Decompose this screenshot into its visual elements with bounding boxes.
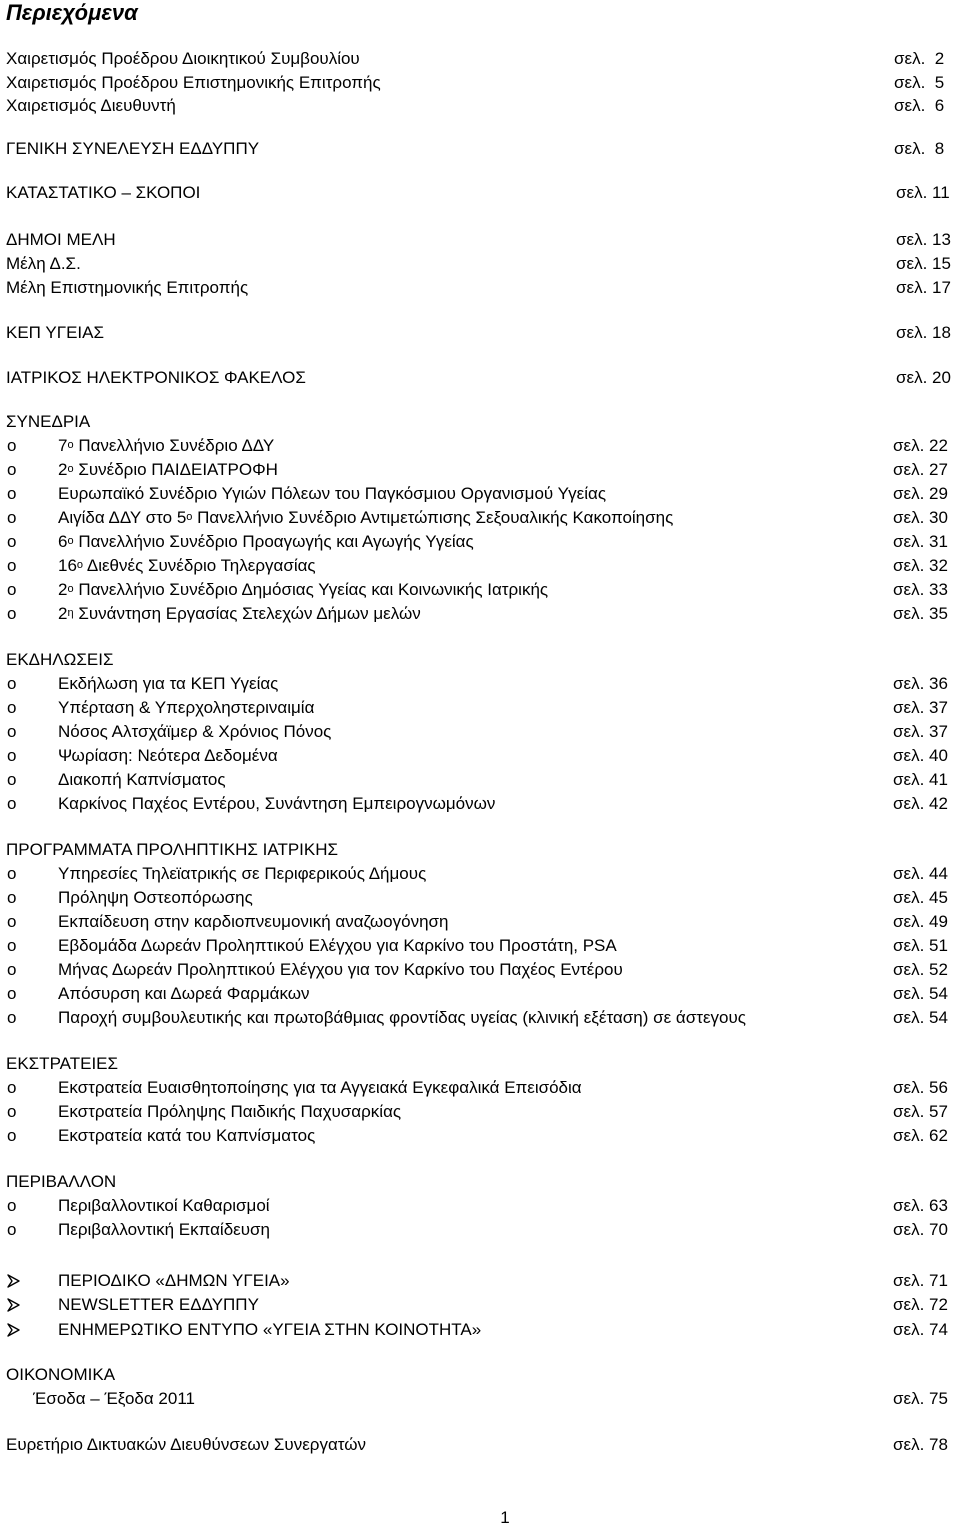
bullet-marker: o bbox=[7, 698, 17, 717]
toc-page-ref: σελ. 63 bbox=[893, 1196, 948, 1215]
toc-entry bbox=[0, 228, 960, 252]
page-number: 1 bbox=[500, 1508, 510, 1527]
toc-entry bbox=[0, 434, 960, 458]
toc-entry-title: ΣΥΝΕΔΡΙΑ bbox=[6, 412, 91, 431]
toc-entry-title: Αιγίδα ΔΔΥ στο $5^o$ Πανελλήνιο Συνέδριο Αντιμετώπισης Σεξουαλικής Κακοποίησης bbox=[58, 508, 674, 527]
bullet-marker: o bbox=[7, 936, 17, 955]
toc-page-ref: σελ. 11 bbox=[896, 183, 950, 202]
toc-page-ref: σελ. 40 bbox=[893, 746, 948, 765]
toc-page-ref: σελ. 15 bbox=[896, 254, 951, 273]
bullet-marker: o bbox=[7, 1126, 17, 1145]
toc-page-ref: σελ. 52 bbox=[893, 960, 948, 979]
toc-entry bbox=[0, 506, 960, 530]
toc-entry-title: Παροχή συμβουλευτικής και πρωτοβάθμιας φροντίδας υγείας (κλινική εξέταση) σε άστεγους bbox=[58, 1008, 746, 1027]
toc-entry-title: ΟΙΚΟΝΟΜΙΚΑ bbox=[6, 1365, 116, 1384]
toc-entry-title: $7^o$ Πανελλήνιο Συνέδριο ΔΔΥ bbox=[58, 436, 275, 455]
toc-page-ref: σελ. 13 bbox=[896, 230, 951, 249]
toc-entry bbox=[0, 958, 960, 982]
toc-entry bbox=[0, 366, 960, 390]
toc-entry-title: Έσοδα – Έξοδα 2011 bbox=[33, 1389, 195, 1408]
toc-entry-title: ΠΕΡΙΟΔΙΚΟ «ΔΗΜΩΝ ΥΓΕΙΑ» bbox=[58, 1271, 290, 1290]
toc-page-ref: σελ. 8 bbox=[894, 139, 945, 158]
toc-entry bbox=[0, 137, 960, 161]
toc-page-ref: σελ. 20 bbox=[896, 368, 951, 387]
toc-page-ref: σελ. 45 bbox=[893, 888, 948, 907]
toc-entry-title: Ψωρίαση: Νεότερα Δεδομένα bbox=[58, 746, 278, 765]
bullet-marker: o bbox=[7, 580, 17, 599]
toc-section-heading bbox=[0, 1052, 960, 1076]
toc-entry bbox=[0, 1433, 960, 1457]
toc-entry bbox=[0, 1269, 960, 1293]
toc-entry-title: $16^o$ Διεθνές Συνέδριο Τηλεργασίας bbox=[58, 556, 316, 575]
toc-entry-title: Χαιρετισμός Προέδρου Επιστημονικής Επιτροπής bbox=[6, 73, 381, 92]
toc-page-ref: σελ. 31 bbox=[893, 532, 948, 551]
toc-entry bbox=[0, 768, 960, 792]
toc-entry-title: Εβδομάδα Δωρεάν Προληπτικού Ελέγχου για Καρκίνο του Προστάτη, PSA bbox=[58, 936, 617, 955]
toc-entry bbox=[0, 1076, 960, 1100]
toc-entry-title: ΠΕΡΙΒΑΛΛΟΝ bbox=[6, 1172, 117, 1191]
arrow-bullet-icon bbox=[7, 1274, 20, 1288]
toc-entry bbox=[0, 1124, 960, 1148]
toc-page-ref: σελ. 54 bbox=[893, 984, 948, 1003]
bullet-marker: o bbox=[7, 746, 17, 765]
toc-entry-title: Απόσυρση και Δωρεά Φαρμάκων bbox=[58, 984, 310, 1003]
toc-entry-title: Νόσος Αλτσχάϊμερ & Χρόνιος Πόνος bbox=[58, 722, 332, 741]
toc-page-ref: σελ. 22 bbox=[893, 436, 948, 455]
toc-entry bbox=[0, 792, 960, 816]
toc-entry bbox=[0, 47, 960, 71]
bullet-marker: o bbox=[7, 770, 17, 789]
bullet-marker: o bbox=[7, 1078, 17, 1097]
toc-entry bbox=[0, 1293, 960, 1317]
toc-entry-title: ΕΝΗΜΕΡΩΤΙΚΟ ΕΝΤΥΠΟ «ΥΓΕΙΑ ΣΤΗΝ ΚΟΙΝΟΤΗΤΑ» bbox=[58, 1320, 482, 1339]
toc-entry bbox=[0, 458, 960, 482]
bullet-marker: o bbox=[7, 484, 17, 503]
toc-page-ref: σελ. 2 bbox=[894, 49, 945, 68]
bullet-marker: o bbox=[7, 888, 17, 907]
bullet-marker: o bbox=[7, 674, 17, 693]
bullet-marker: o bbox=[7, 960, 17, 979]
toc-page-ref: σελ. 57 bbox=[893, 1102, 948, 1121]
toc-page-ref: σελ. 51 bbox=[893, 936, 948, 955]
toc-page-ref: σελ. 42 bbox=[893, 794, 948, 813]
toc-entry-title: Πρόληψη Οστεοπόρωσης bbox=[58, 888, 253, 907]
toc-entry bbox=[0, 696, 960, 720]
toc-page-ref: σελ. 30 bbox=[893, 508, 948, 527]
toc-entry bbox=[0, 934, 960, 958]
toc-section-heading bbox=[0, 838, 960, 862]
bullet-marker: o bbox=[7, 604, 17, 623]
toc-page-ref: σελ. 44 bbox=[893, 864, 948, 883]
arrow-bullet-icon bbox=[7, 1323, 20, 1337]
toc-entry-title: Μήνας Δωρεάν Προληπτικού Ελέγχου για τον Καρκίνο του Παχέος Εντέρου bbox=[58, 960, 623, 979]
toc-entry bbox=[0, 862, 960, 886]
toc-page-ref: σελ. 54 bbox=[893, 1008, 948, 1027]
toc-entry bbox=[0, 744, 960, 768]
toc-entry-title: Περιβαλλοντική Εκπαίδευση bbox=[58, 1220, 270, 1239]
toc-entry-title: Υπηρεσίες Τηλεϊατρικής σε Περιφερικούς Δήμους bbox=[58, 864, 427, 883]
toc-section-heading bbox=[0, 1363, 960, 1387]
toc-entry-title: ΚΑΤΑΣΤΑΤΙΚΟ – ΣΚΟΠΟΙ bbox=[6, 183, 201, 202]
toc-page-ref: σελ. 62 bbox=[893, 1126, 948, 1145]
toc-entry-title: NEWSLETTER ΕΔΔΥΠΠΥ bbox=[58, 1295, 259, 1314]
toc-entry bbox=[0, 910, 960, 934]
bullet-marker: o bbox=[7, 532, 17, 551]
toc-entry-title: ΙΑΤΡΙΚΟΣ ΗΛΕΚΤΡΟΝΙΚΟΣ ΦΑΚΕΛΟΣ bbox=[6, 368, 306, 387]
toc-page-ref: σελ. 72 bbox=[893, 1295, 948, 1314]
toc-entry-title: ΕΚΔΗΛΩΣΕΙΣ bbox=[6, 650, 114, 669]
toc-page-ref: σελ. 71 bbox=[893, 1271, 948, 1290]
toc-entry-title: Εκστρατεία Πρόληψης Παιδικής Παχυσαρκίας bbox=[58, 1102, 402, 1121]
toc-entry-title: ΚΕΠ ΥΓΕΙΑΣ bbox=[6, 323, 104, 342]
toc-section-heading bbox=[0, 648, 960, 672]
toc-entry bbox=[0, 602, 960, 626]
toc-entry-title: Χαιρετισμός Διευθυντή bbox=[6, 96, 176, 115]
toc-page-ref: σελ. 18 bbox=[896, 323, 951, 342]
toc-entry-title: Περιβαλλοντικοί Καθαρισμοί bbox=[58, 1196, 270, 1215]
toc-entry bbox=[0, 1006, 960, 1030]
toc-page-ref: σελ. 35 bbox=[893, 604, 948, 623]
bullet-marker: o bbox=[7, 436, 17, 455]
bullet-marker: o bbox=[7, 460, 17, 479]
toc-page-ref: σελ. 56 bbox=[893, 1078, 948, 1097]
toc-page-ref: σελ. 29 bbox=[893, 484, 948, 503]
toc-entry-title: Μέλη Δ.Σ. bbox=[6, 254, 81, 273]
toc-entry bbox=[0, 1194, 960, 1218]
bullet-marker: o bbox=[7, 1102, 17, 1121]
toc-entry-title: Ευρωπαϊκό Συνέδριο Υγιών Πόλεων του Παγκόσμιου Οργανισμού Υγείας bbox=[58, 484, 607, 503]
toc-entry-title: Χαιρετισμός Προέδρου Διοικητικού Συμβουλίου bbox=[6, 49, 360, 68]
toc-entry-title: Εκδήλωση για τα ΚΕΠ Υγείας bbox=[58, 674, 279, 693]
toc-page-ref: σελ. 5 bbox=[894, 73, 945, 92]
arrow-bullet-icon bbox=[7, 1298, 20, 1312]
toc-entry-title: Εκπαίδευση στην καρδιοπνευμονική αναζωογόνηση bbox=[58, 912, 449, 931]
bullet-marker: o bbox=[7, 984, 17, 1003]
bullet-marker: o bbox=[7, 1196, 17, 1215]
toc-entry-title: $2^o$ Συνέδριο ΠΑΙΔΕΙΑΤΡΟΦΗ bbox=[58, 460, 278, 479]
toc-entry-title: Καρκίνος Παχέος Εντέρου, Συνάντηση Εμπειρογνωμόνων bbox=[58, 794, 496, 813]
toc-entry-title: Διακοπή Καπνίσματος bbox=[58, 770, 226, 789]
toc-entry-title: Ευρετήριο Δικτυακών Διευθύνσεων Συνεργατών bbox=[6, 1435, 367, 1454]
toc-entry-title: $6^o$ Πανελλήνιο Συνέδριο Προαγωγής και Αγωγής Υγείας bbox=[58, 532, 474, 551]
toc-entry bbox=[0, 321, 960, 345]
toc-section-heading bbox=[0, 1170, 960, 1194]
toc-entry bbox=[0, 982, 960, 1006]
toc-entry bbox=[0, 554, 960, 578]
toc-entry bbox=[0, 578, 960, 602]
toc-entry bbox=[0, 530, 960, 554]
bullet-marker: o bbox=[7, 1008, 17, 1027]
toc-entry-title: ΕΚΣΤΡΑΤΕΙΕΣ bbox=[6, 1054, 119, 1073]
bullet-marker: o bbox=[7, 556, 17, 575]
bullet-marker: o bbox=[7, 722, 17, 741]
toc-page-ref: σελ. 37 bbox=[893, 698, 948, 717]
bullet-marker: o bbox=[7, 508, 17, 527]
toc-section-heading bbox=[0, 410, 960, 434]
toc-entry-title: Υπέρταση & Υπερχοληστεριναιμία bbox=[58, 698, 315, 717]
toc-entry bbox=[0, 1318, 960, 1342]
toc-page-ref: σελ. 78 bbox=[893, 1435, 948, 1454]
page-title: Περιεχόμενα bbox=[6, 0, 138, 25]
toc-entry bbox=[0, 1218, 960, 1242]
bullet-marker: o bbox=[7, 864, 17, 883]
toc-page-ref: σελ. 27 bbox=[893, 460, 948, 479]
toc-entry-title: $2^o$ Πανελλήνιο Συνέδριο Δημόσιας Υγείας και Κοινωνικής Ιατρικής bbox=[58, 580, 549, 599]
toc-entry bbox=[0, 181, 960, 205]
toc-entry bbox=[0, 482, 960, 506]
toc-entry-title: $2^\eta$ Συνάντηση Εργασίας Στελεχών Δήμων μελών bbox=[58, 604, 421, 623]
toc-page-ref: σελ. 75 bbox=[893, 1389, 948, 1408]
bullet-marker: o bbox=[7, 1220, 17, 1239]
toc-entry-title: Εκστρατεία κατά του Καπνίσματος bbox=[58, 1126, 316, 1145]
toc-page-ref: σελ. 6 bbox=[894, 96, 945, 115]
toc-entry bbox=[0, 276, 960, 300]
toc-page-ref: σελ. 33 bbox=[893, 580, 948, 599]
toc-page-ref: σελ. 17 bbox=[896, 278, 951, 297]
toc-entry bbox=[0, 71, 960, 95]
toc-entry bbox=[0, 886, 960, 910]
toc-entry-title: Μέλη Επιστημονικής Επιτροπής bbox=[6, 278, 249, 297]
toc-page-ref: σελ. 49 bbox=[893, 912, 948, 931]
toc-entry bbox=[0, 1387, 960, 1411]
toc-page-ref: σελ. 36 bbox=[893, 674, 948, 693]
toc-page-ref: σελ. 74 bbox=[893, 1320, 948, 1339]
bullet-marker: o bbox=[7, 794, 17, 813]
toc-entry bbox=[0, 252, 960, 276]
toc-entry-title: Εκστρατεία Ευαισθητοποίησης για τα Αγγειακά Εγκεφαλικά Επεισόδια bbox=[58, 1078, 582, 1097]
toc-entry-title: ΔΗΜΟΙ ΜΕΛΗ bbox=[6, 230, 116, 249]
toc-entry-title: ΠΡΟΓΡΑΜΜΑΤΑ ΠΡΟΛΗΠΤΙΚΗΣ ΙΑΤΡΙΚΗΣ bbox=[6, 840, 339, 859]
toc-entry bbox=[0, 1100, 960, 1124]
toc-page-ref: σελ. 70 bbox=[893, 1220, 948, 1239]
bullet-marker: o bbox=[7, 912, 17, 931]
toc-entry-title: ΓΕΝΙΚΗ ΣΥΝΕΛΕΥΣΗ ΕΔΔΥΠΠΥ bbox=[6, 139, 260, 158]
toc-entry bbox=[0, 720, 960, 744]
toc-page-ref: σελ. 37 bbox=[893, 722, 948, 741]
toc-entry bbox=[0, 94, 960, 118]
toc-page-ref: σελ. 32 bbox=[893, 556, 948, 575]
toc-entry bbox=[0, 672, 960, 696]
toc-page-ref: σελ. 41 bbox=[893, 770, 948, 789]
